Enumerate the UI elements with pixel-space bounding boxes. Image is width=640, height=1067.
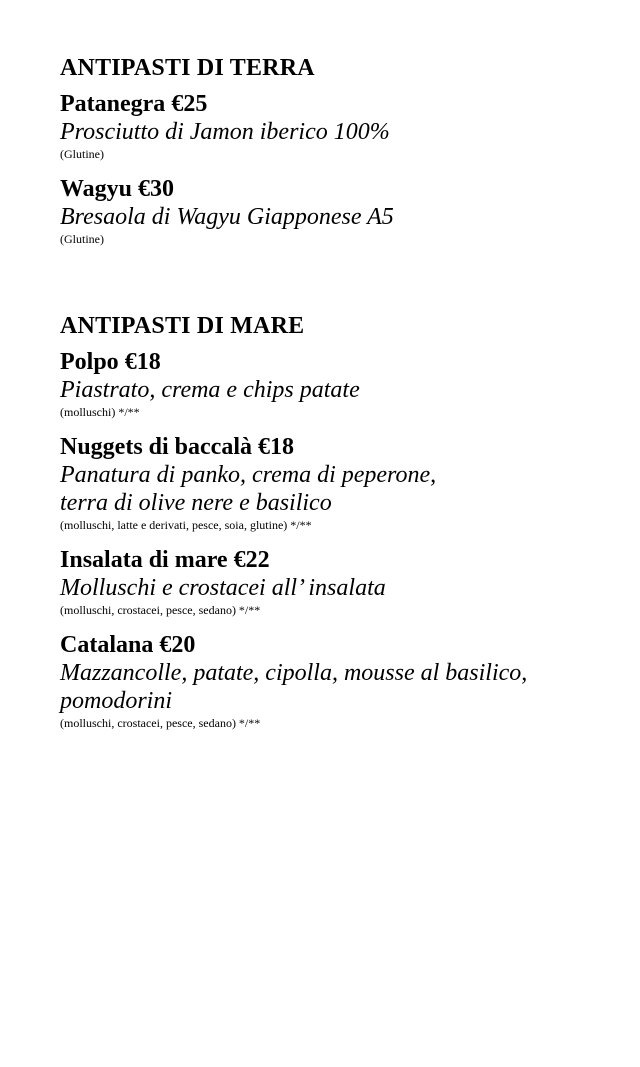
item-name-line: [60, 631, 610, 659]
section-title: ANTIPASTI DI TERRA: [60, 55, 315, 81]
item-name-line: [60, 175, 610, 203]
item-description-line: Mazzancolle, patate, cipolla, mousse al basilico,: [60, 660, 528, 686]
item-price: €18: [124, 349, 161, 375]
menu-item-wagyu: [60, 175, 610, 247]
item-allergens: (molluschi, crostacei, pesce, sedano) */**: [60, 716, 261, 730]
item-name-line: [60, 546, 610, 574]
item-description-line: pomodorini: [60, 688, 173, 714]
menu-item-nuggets-di-baccala: [60, 433, 610, 533]
item-allergens: (Glutine): [60, 232, 104, 246]
item-name-line: [60, 433, 610, 461]
item-price: €25: [171, 91, 208, 117]
item-description-line: Molluschi e crostacei all’ insalata: [60, 575, 386, 601]
item-name-line: [60, 348, 610, 376]
item-allergens: (molluschi, latte e derivati, pesce, soia, glutine) */**: [60, 518, 312, 532]
menu-item-insalata-di-mare: [60, 546, 610, 618]
item-description-line: terra di olive nere e basilico: [60, 490, 332, 516]
item-name: Insalata di mare: [60, 547, 228, 573]
item-allergens: (Glutine): [60, 147, 104, 161]
item-price: €22: [233, 547, 270, 573]
menu-item-polpo: [60, 348, 610, 420]
item-name: Catalana: [60, 632, 154, 658]
item-price: €20: [159, 632, 196, 658]
menu-section-antipasti-di-terra: [60, 54, 610, 247]
item-name: Nuggets di baccalà: [60, 434, 252, 460]
item-description-line: Piastrato, crema e chips patate: [60, 377, 360, 403]
item-name: Wagyu: [60, 176, 133, 202]
item-description-line: Prosciutto di Jamon iberico 100%: [60, 119, 390, 145]
item-allergens: (molluschi) */**: [60, 405, 140, 419]
item-allergens: (molluschi, crostacei, pesce, sedano) */**: [60, 603, 261, 617]
item-price: €18: [258, 434, 294, 460]
menu-item-catalana: [60, 631, 610, 731]
item-price: €30: [138, 176, 175, 202]
menu-item-patanegra: [60, 90, 610, 162]
section-title: ANTIPASTI DI MARE: [60, 313, 305, 339]
item-description-line: Bresaola di Wagyu Giapponese A5: [60, 204, 394, 230]
item-name: Patanegra: [60, 91, 166, 117]
item-name: Polpo: [60, 349, 119, 375]
item-description-line: Panatura di panko, crema di peperone,: [60, 462, 437, 488]
item-name-line: [60, 90, 610, 118]
menu-section-antipasti-di-mare: [60, 312, 610, 731]
